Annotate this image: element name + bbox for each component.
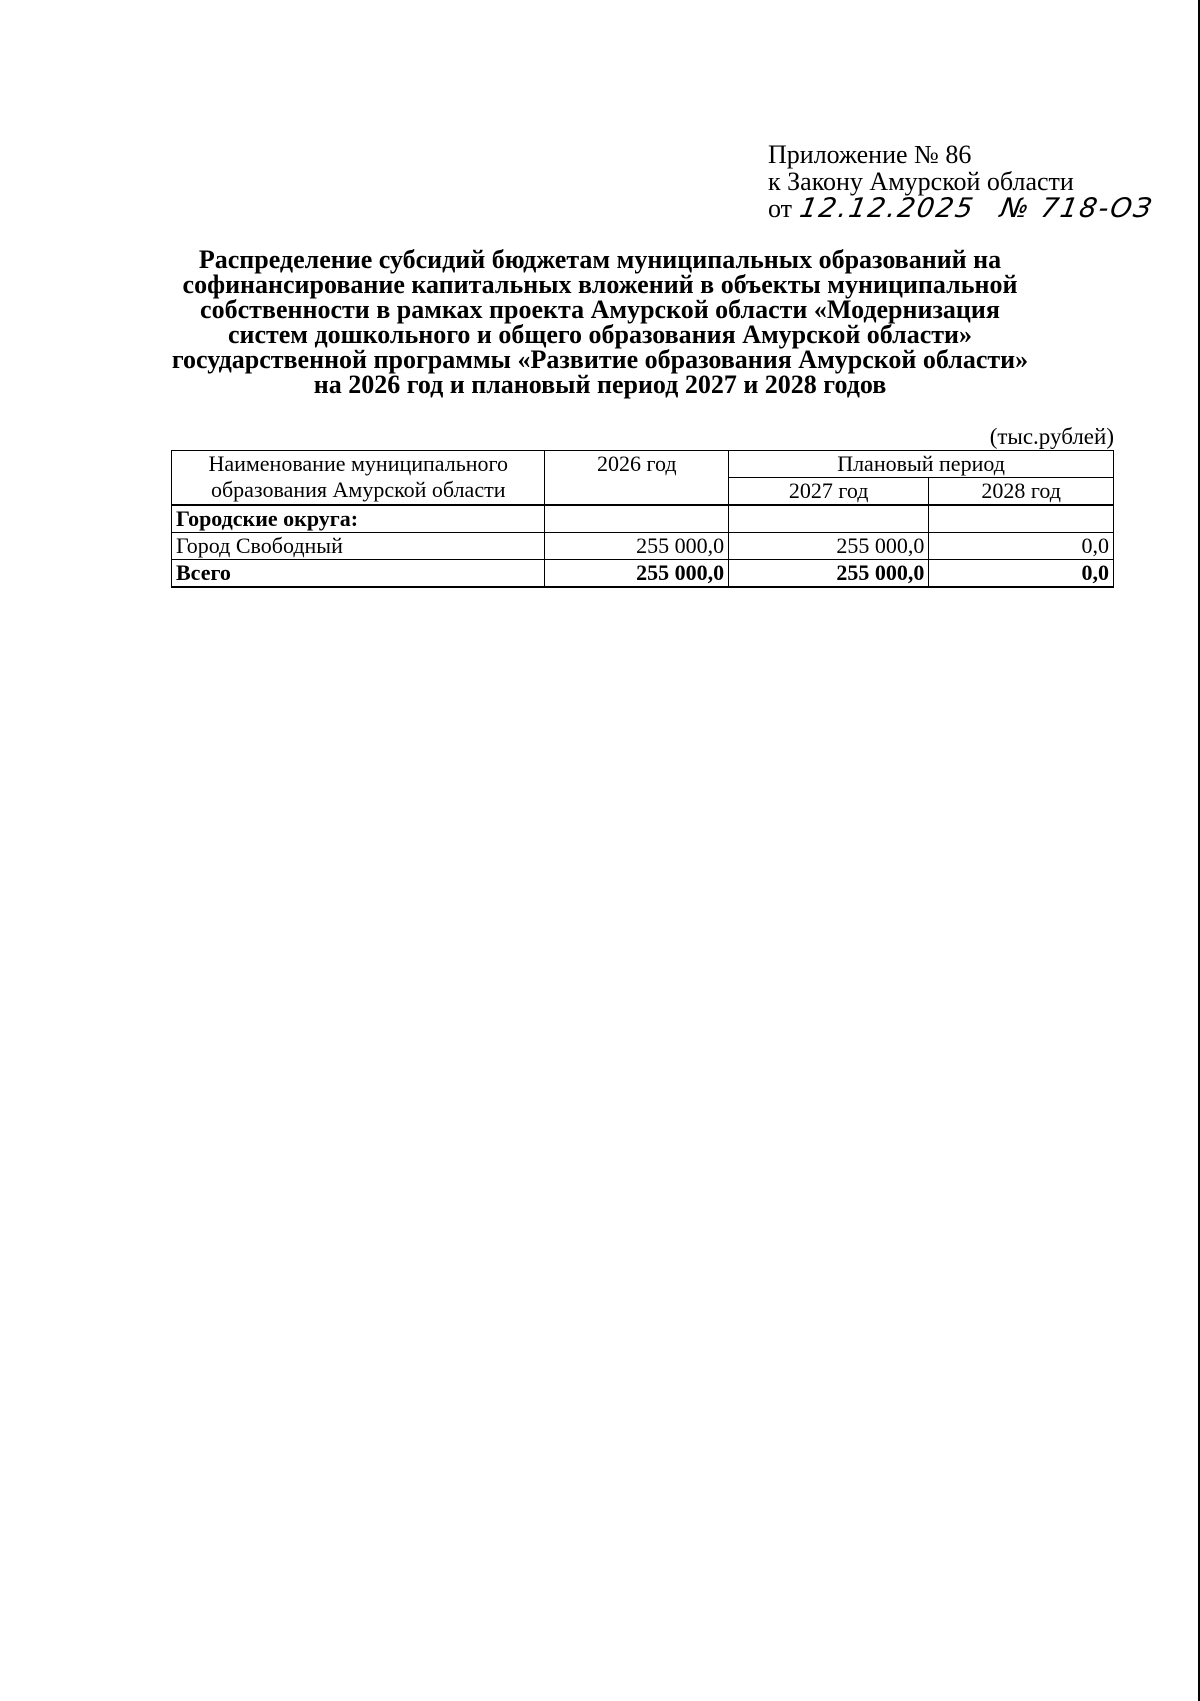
title-line-1: Распределение субсидий бюджетам муниципальных образований на	[198, 245, 1002, 274]
date-prefix: от	[768, 194, 793, 223]
handwritten-law-number: № 718-ОЗ	[997, 193, 1156, 224]
table-row-group	[172, 505, 1114, 533]
subsidy-table	[171, 450, 1114, 588]
appendix-block	[768, 140, 1156, 224]
title-line-3: собственности в рамках проекта Амурской области «Модернизация	[200, 295, 1000, 324]
group-cell-2026	[545, 505, 729, 533]
header-2026: 2026 год	[545, 451, 729, 506]
title-line-4: систем дошкольного и общего образования Амурской области»	[227, 320, 973, 349]
appendix-law-reference: к Закону Амурской области	[768, 167, 1074, 196]
row-municipality-name: Город Свободный	[172, 533, 545, 560]
group-cell-2027	[729, 505, 929, 533]
handwritten-date-number	[798, 195, 1156, 222]
header-2027: 2027 год	[729, 478, 929, 506]
total-value-2028: 0,0	[929, 560, 1114, 588]
document-title	[150, 247, 1050, 397]
row-value-2027: 255 000,0	[729, 533, 929, 560]
title-line-2: софинансирование капитальных вложений в объекты муниципальной	[182, 270, 1018, 299]
table-header-row-1	[172, 451, 1114, 478]
title-line-5: государственной программы «Развитие образования Амурской области»	[171, 345, 1029, 374]
table-row	[172, 533, 1114, 560]
appendix-date-line	[768, 193, 1156, 224]
header-planned-period: Плановый период	[729, 451, 1114, 478]
group-cell-2028	[929, 505, 1114, 533]
group-label: Городские округа:	[172, 505, 545, 533]
title-line-6: на 2026 год и плановый период 2027 и 2028 годов	[313, 370, 887, 399]
header-municipality-line-1: Наименование муниципального	[208, 451, 509, 476]
header-2028: 2028 год	[929, 478, 1114, 506]
table-row-total	[172, 560, 1114, 588]
total-value-2027: 255 000,0	[729, 560, 929, 588]
header-municipality-line-2: образования Амурской области	[210, 477, 506, 502]
row-value-2026: 255 000,0	[545, 533, 729, 560]
appendix-number: Приложение № 86	[768, 140, 972, 169]
row-value-2028: 0,0	[929, 533, 1114, 560]
header-municipality	[172, 451, 545, 506]
handwritten-date: 12.12.2025	[797, 193, 978, 224]
total-value-2026: 255 000,0	[545, 560, 729, 588]
total-label: Всего	[172, 560, 545, 588]
units-label: (тыс.рублей)	[989, 424, 1114, 449]
